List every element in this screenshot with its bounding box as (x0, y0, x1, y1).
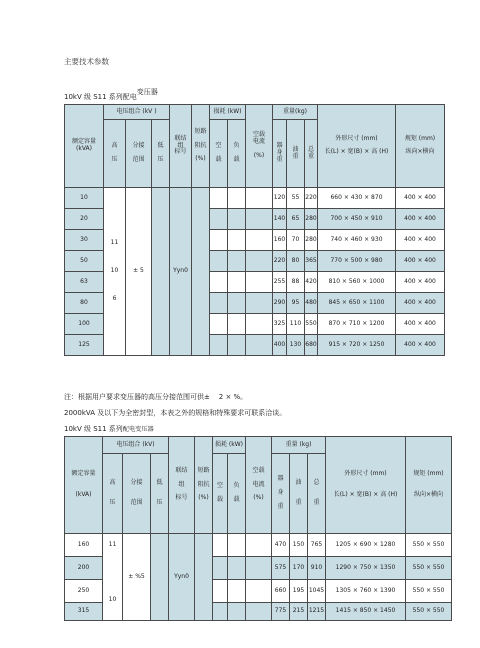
cell-sc-merged (195, 534, 213, 621)
th-noload-current: 空载 电流 (%) (246, 437, 272, 534)
cell-total-weight: 480 (305, 293, 318, 314)
th-load-loss: 负 载 (228, 120, 246, 188)
th-rated-capacity: 额定容量 (kVA) (65, 437, 103, 534)
th-hv: 高 压 (104, 120, 126, 188)
th-body-weight: 器 身 重 (272, 454, 290, 534)
table2-caption (64, 424, 154, 434)
cell-body-weight: 575 (272, 557, 290, 580)
cell-dimensions: 660 × 430 × 870 (318, 188, 396, 209)
th-total-weight: 总 重 (308, 454, 326, 534)
th-loss: 损耗 (kW) (210, 105, 246, 120)
cell-noload-current (246, 272, 273, 293)
th-gauge: 规矩 (mm) 纵向×横向 (396, 105, 445, 188)
cell-noload-loss (213, 603, 228, 621)
th-gauge: 规矩 (mm) 纵向×横向 (406, 437, 452, 534)
th-loss: 损耗 (kW) (213, 437, 246, 454)
cell-gauge: 400 × 400 (396, 272, 445, 293)
cell-dimensions: 1415 × 850 × 1450 (326, 603, 406, 621)
cell-body-weight: 220 (273, 251, 287, 272)
cell-gauge: 400 × 400 (396, 251, 445, 272)
cell-lv-merged (151, 534, 169, 621)
th-lv: 低 压 (152, 120, 170, 188)
cell-total-weight: 1215 (308, 603, 326, 621)
table2-caption-small: 配电变压器 (122, 426, 154, 433)
spec-table-2 (64, 436, 452, 621)
th-short-circuit-impedance: 短路 阻抗 (%) (195, 437, 213, 534)
th-body-weight: 器 身 重 (273, 120, 287, 188)
cell-dimensions: 740 × 460 × 930 (318, 230, 396, 251)
cell-load-loss (228, 230, 246, 251)
cell-gauge: 400 × 400 (396, 314, 445, 335)
cell-load-loss (228, 314, 246, 335)
cell-body-weight: 290 (273, 293, 287, 314)
cell-load-loss (228, 209, 246, 230)
cell-noload-current (246, 603, 272, 621)
cell-noload-loss (213, 534, 228, 557)
cell-load-loss (228, 188, 246, 209)
cell-body-weight: 160 (273, 230, 287, 251)
cell-oil-weight: 65 (287, 209, 305, 230)
cell-gauge: 550 × 550 (406, 534, 452, 557)
th-noload-loss: 空 载 (213, 454, 228, 534)
cell-capacity: 250 (65, 580, 103, 603)
th-rated-capacity: 额定容量 (kVA) (65, 105, 104, 188)
th-voltage-combination: 电压组合 (kV ) (104, 105, 170, 120)
cell-gauge: 550 × 550 (406, 557, 452, 580)
cell-total-weight: 1045 (308, 580, 326, 603)
cell-noload-loss (213, 557, 228, 580)
th-dimensions: 外形尺寸 (mm) 长(L) × 宽(B) × 高 (H) (326, 437, 406, 534)
cell-capacity: 80 (65, 293, 104, 314)
cell-oil-weight: 70 (287, 230, 305, 251)
cell-noload-current (246, 335, 273, 356)
cell-gauge: 400 × 400 (396, 293, 445, 314)
table1-caption-main: 10kV 级 S11 系列配电 (64, 93, 137, 101)
cell-dimensions: 845 × 650 × 1100 (318, 293, 396, 314)
spec-table-1 (64, 104, 445, 356)
note-tap-range: 注：根据用户要求变压器的高压分接范围可供± 2 × %。 (64, 393, 248, 401)
cell-capacity: 125 (65, 335, 104, 356)
cell-load-loss (228, 534, 246, 557)
cell-dimensions: 1205 × 690 × 1280 (326, 534, 406, 557)
cell-oil-weight: 55 (287, 188, 305, 209)
section-heading: 主要技术参数 (64, 57, 109, 66)
cell-load-loss (228, 335, 246, 356)
th-tap-range: 分接 范围 (126, 120, 152, 188)
cell-gauge: 400 × 400 (396, 188, 445, 209)
cell-noload-current (246, 188, 273, 209)
cell-total-weight: 420 (305, 272, 318, 293)
cell-conn-merged: Yyn0 (170, 188, 192, 356)
cell-oil-weight: 170 (290, 557, 308, 580)
cell-load-loss (228, 251, 246, 272)
cell-hv-merged: 11 10 (103, 534, 123, 621)
cell-noload-current (246, 557, 272, 580)
cell-total-weight: 910 (308, 557, 326, 580)
cell-total-weight: 680 (305, 335, 318, 356)
th-oil-weight: 油 重 (287, 120, 305, 188)
cell-noload-loss (210, 293, 228, 314)
cell-load-loss (228, 293, 246, 314)
table1-caption-raised: 变压器 (136, 88, 158, 96)
cell-body-weight: 400 (273, 335, 287, 356)
cell-noload-loss (210, 272, 228, 293)
cell-noload-current (246, 534, 272, 557)
th-total-weight: 总 重 (305, 120, 318, 188)
cell-capacity: 50 (65, 251, 104, 272)
th-hv: 高 压 (103, 454, 123, 534)
th-tap-range: 分接 范围 (123, 454, 151, 534)
cell-capacity: 63 (65, 272, 104, 293)
cell-capacity: 160 (65, 534, 103, 557)
note-sealed-type: 2000kVA 及以下为全密封型，本表之外的规格和特殊要求可联系洽谈。 (64, 409, 287, 417)
cell-oil-weight: 215 (290, 603, 308, 621)
cell-noload-loss (210, 335, 228, 356)
cell-oil-weight: 130 (287, 335, 305, 356)
cell-dimensions: 770 × 500 × 980 (318, 251, 396, 272)
cell-capacity: 100 (65, 314, 104, 335)
cell-noload-current (246, 293, 273, 314)
cell-lv-merged (152, 188, 170, 356)
cell-noload-loss (210, 209, 228, 230)
cell-dimensions: 810 × 560 × 1000 (318, 272, 396, 293)
cell-gauge: 550 × 550 (406, 580, 452, 603)
th-oil-weight: 油 重 (290, 454, 308, 534)
th-voltage-combination: 电压组合 (kV) (103, 437, 169, 454)
cell-noload-loss (210, 188, 228, 209)
cell-oil-weight: 195 (290, 580, 308, 603)
cell-capacity: 10 (65, 188, 104, 209)
cell-capacity: 315 (65, 603, 103, 621)
cell-dimensions: 915 × 720 × 1250 (318, 335, 396, 356)
cell-hv-merged: 11 10 6 (104, 188, 126, 356)
cell-body-weight: 255 (273, 272, 287, 293)
cell-noload-current (246, 580, 272, 603)
cell-body-weight: 325 (273, 314, 287, 335)
cell-total-weight: 550 (305, 314, 318, 335)
cell-noload-loss (213, 580, 228, 603)
th-weight: 重量(kg) (273, 105, 318, 120)
cell-oil-weight: 80 (287, 251, 305, 272)
cell-oil-weight: 88 (287, 272, 305, 293)
th-noload-loss: 空 载 (210, 120, 228, 188)
table1-caption (64, 88, 158, 102)
cell-total-weight: 280 (305, 230, 318, 251)
cell-noload-current (246, 314, 273, 335)
cell-noload-current (246, 209, 273, 230)
th-short-circuit-impedance: 短路 阻抗 (%) (192, 105, 210, 188)
cell-tap-merged: ± 5 (126, 188, 152, 356)
cell-conn-merged: Yyn0 (169, 534, 195, 621)
cell-capacity: 200 (65, 557, 103, 580)
th-dimensions: 外形尺寸 (mm) 长(L) × 宽(B) × 高 (H) (318, 105, 396, 188)
cell-load-loss (228, 557, 246, 580)
th-noload-current: 空载 电流 (%) (246, 105, 273, 188)
cell-load-loss (228, 580, 246, 603)
cell-body-weight: 470 (272, 534, 290, 557)
cell-dimensions: 700 × 450 × 910 (318, 209, 396, 230)
cell-total-weight: 280 (305, 209, 318, 230)
cell-dimensions: 870 × 710 × 1200 (318, 314, 396, 335)
cell-body-weight: 120 (273, 188, 287, 209)
cell-oil-weight: 150 (290, 534, 308, 557)
cell-oil-weight: 95 (287, 293, 305, 314)
cell-noload-current (246, 230, 273, 251)
cell-load-loss (228, 603, 246, 621)
cell-noload-loss (210, 230, 228, 251)
th-connection-group: 联结 组 标号 (170, 105, 192, 188)
th-load-loss: 负 载 (228, 454, 246, 534)
cell-gauge: 400 × 400 (396, 230, 445, 251)
cell-load-loss (228, 272, 246, 293)
cell-sc-merged (192, 188, 210, 356)
cell-gauge: 550 × 550 (406, 603, 452, 621)
th-connection-group: 联结 组 标号 (169, 437, 195, 534)
cell-noload-current (246, 251, 273, 272)
cell-gauge: 400 × 400 (396, 209, 445, 230)
cell-oil-weight: 110 (287, 314, 305, 335)
cell-total-weight: 220 (305, 188, 318, 209)
table2-caption-main: 10kV 级 S11 系列 (64, 425, 123, 433)
cell-capacity: 20 (65, 209, 104, 230)
cell-total-weight: 365 (305, 251, 318, 272)
cell-body-weight: 775 (272, 603, 290, 621)
cell-dimensions: 1305 × 760 × 1390 (326, 580, 406, 603)
th-lv: 低 压 (151, 454, 169, 534)
cell-gauge: 400 × 400 (396, 335, 445, 356)
cell-capacity: 30 (65, 230, 104, 251)
cell-body-weight: 140 (273, 209, 287, 230)
cell-total-weight: 765 (308, 534, 326, 557)
cell-dimensions: 1290 × 750 × 1350 (326, 557, 406, 580)
cell-noload-loss (210, 314, 228, 335)
cell-body-weight: 660 (272, 580, 290, 603)
cell-noload-loss (210, 251, 228, 272)
th-weight: 重量 (kg) (272, 437, 326, 454)
cell-tap-merged: ± %5 (123, 534, 151, 621)
